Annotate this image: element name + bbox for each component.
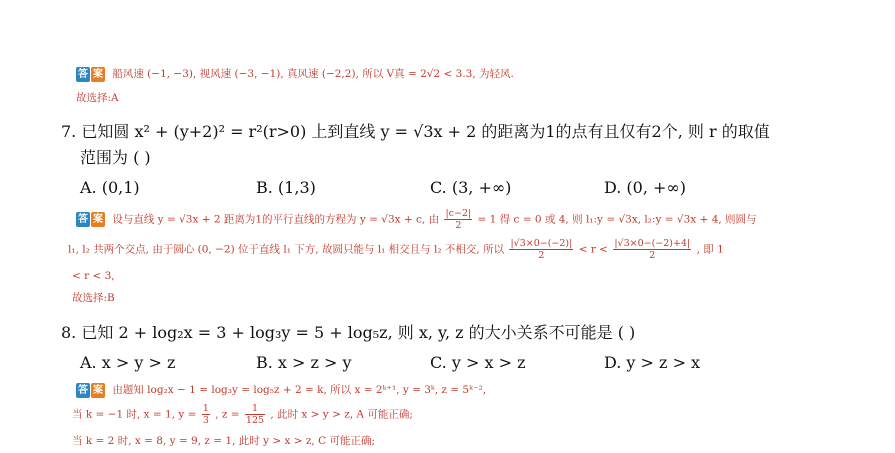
answer-badge-left: 答 bbox=[78, 214, 88, 225]
q7-fraction-1-num: |c−2| bbox=[445, 208, 472, 219]
q8-answer-text-a: 由题知 log₂x − 1 = log₃y = log₅z + 2 = k, 所以 x = 2ᵏ⁺¹, y = 3ᵏ, z = 5ᵏ⁻², bbox=[112, 384, 487, 396]
answer-badge bbox=[76, 67, 106, 82]
q7-fraction-3-num: |√3×0−(−2)+4| bbox=[614, 238, 691, 249]
prev-answer-text: 船风速 (−1, −3), 视风速 (−3, −1), 真风速 (−2,2), 所以 V真 = 2√2 < 3.3, 为轻风. bbox=[112, 68, 514, 80]
q8-answer-text-c: , z = bbox=[215, 408, 240, 421]
answer-badge-right: 案 bbox=[93, 214, 103, 225]
q8-option-d: D. y > z > x bbox=[604, 353, 701, 372]
q7-fraction-3 bbox=[613, 238, 691, 261]
q7-stem-line-1: 7. 已知圆 x² + (y+2)² = r²(r>0) 上到直线 y = √3x + 2 的距离为1的点有且仅有2个, 则 r 的取值 bbox=[61, 122, 770, 141]
q8-answer-line-3: 当 k = 2 时, x = 8, y = 9, z = 1, 此时 y > x > z, C 可能正确; bbox=[72, 435, 375, 447]
q8-stem: 8. 已知 2 + log₂x = 3 + log₃y = 5 + log₅z, 则 x, y, z 的大小关系不可能是 ( ) bbox=[61, 323, 636, 342]
q7-option-a: A. (0,1) bbox=[80, 178, 140, 197]
q8-fraction-b-num: 1 bbox=[245, 403, 265, 415]
q8-answer-text-d: , 此时 x > y > z, A 可能正确; bbox=[270, 408, 413, 421]
q8-answer-line-1 bbox=[76, 382, 486, 398]
answer-badge-left: 答 bbox=[78, 384, 88, 396]
q8-option-b: B. x > z > y bbox=[256, 353, 352, 372]
q7-answer-text-b: = 1 得 c = 0 或 4, 则 l₁:y = √3x, l₂:y = √3x + 4, 则圆与 bbox=[477, 213, 757, 226]
q8-fraction-a-den: 3 bbox=[202, 415, 209, 426]
q8-option-c: C. y > x > z bbox=[430, 353, 526, 372]
q7-option-d: D. (0, +∞) bbox=[604, 178, 686, 197]
q7-fraction-1-den: 2 bbox=[455, 220, 462, 231]
q8-answer-line-2 bbox=[72, 403, 413, 426]
q7-option-b: B. (1,3) bbox=[256, 178, 316, 197]
answer-badge bbox=[76, 383, 106, 398]
q7-answer-text-mid: < r < bbox=[578, 243, 608, 256]
q7-answer-text-c: l₁, l₂ 共两个交点, 由于圆心 (0, −2) 位于直线 l₁ 下方, 故圆只能与 l₁ 相交且与 l₂ 不相交, 所以 bbox=[68, 243, 505, 256]
q7-fraction-2-den: 2 bbox=[538, 250, 545, 261]
answer-badge bbox=[76, 212, 106, 227]
q7-stem-line-2: 范围为 ( ) bbox=[80, 148, 151, 167]
prev-answer-line-2: 故选择:A bbox=[76, 92, 119, 104]
q7-answer-text-d: , 即 1 bbox=[696, 243, 724, 256]
q8-option-a: A. x > y > z bbox=[80, 353, 176, 372]
answer-badge-left: 答 bbox=[78, 68, 88, 80]
answer-badge-right: 案 bbox=[93, 384, 103, 396]
q7-answer-line-4: 故选择:B bbox=[72, 292, 115, 304]
q7-answer-text-a: 设与直线 y = √3x + 2 距离为1的平行直线的方程为 y = √3x + c, 由 bbox=[112, 213, 440, 226]
q8-fraction-a-num: 1 bbox=[202, 403, 209, 414]
q7-answer-line-2 bbox=[68, 238, 724, 261]
answer-badge-right: 案 bbox=[93, 68, 103, 80]
q8-fraction-b-den: 125 bbox=[245, 415, 265, 426]
q7-answer-line-1 bbox=[76, 208, 757, 231]
prev-answer-line-1 bbox=[76, 66, 514, 82]
q7-fraction-2-num: |√3×0−(−2)| bbox=[510, 238, 573, 249]
q8-fraction-b bbox=[245, 403, 265, 426]
q8-fraction-a bbox=[202, 403, 210, 426]
q7-fraction-3-den: 2 bbox=[649, 250, 656, 261]
q8-answer-text-b: 当 k = −1 时, x = 1, y = bbox=[72, 408, 197, 421]
q7-option-c: C. (3, +∞) bbox=[430, 178, 512, 197]
q7-fraction-2 bbox=[509, 238, 573, 261]
q7-answer-line-3: < r < 3, bbox=[72, 270, 115, 282]
q7-fraction-1 bbox=[444, 208, 472, 231]
